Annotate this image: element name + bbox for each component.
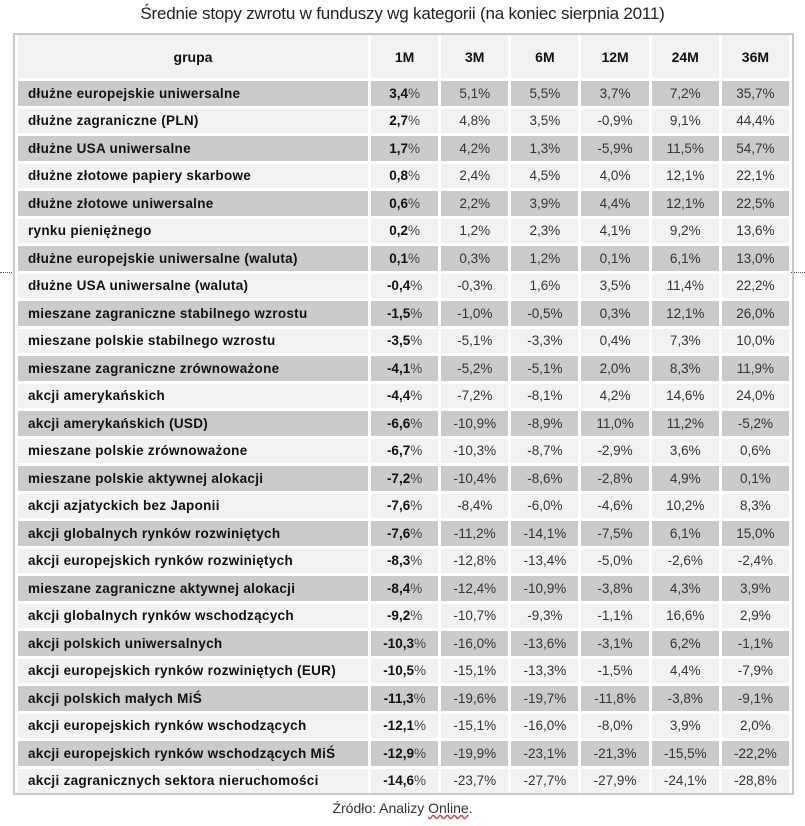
cell-1m-value: -3,5 <box>386 333 411 349</box>
cell-1m-value: -8,3 <box>386 553 411 569</box>
source-online: Online <box>428 800 469 816</box>
cell-24m: 6,1% <box>652 521 719 546</box>
cell-1m <box>371 659 438 684</box>
cell-1m-value: -7,6 <box>386 525 411 541</box>
cell-36m: 24,0% <box>722 384 789 409</box>
cell-24m: 3,9% <box>652 714 719 739</box>
percent-sign: % <box>413 718 426 734</box>
cell-1m <box>371 219 438 244</box>
cell-grupa: dłużne europejskie uniwersalne <box>18 81 368 106</box>
cell-1m <box>371 439 438 464</box>
cell-1m <box>371 741 438 766</box>
cell-6m: -0,5% <box>511 301 578 326</box>
cell-grupa: akcji globalnych rynków rozwiniętych <box>18 521 368 546</box>
percent-sign: % <box>410 388 423 404</box>
cell-36m: 22,2% <box>722 274 789 299</box>
cell-12m: -5,9% <box>581 136 648 161</box>
cell-1m-value: 2,7 <box>389 113 408 129</box>
table-row <box>18 136 789 161</box>
cell-3m: -7,2% <box>441 384 508 409</box>
cell-36m: -22,2% <box>722 741 789 766</box>
cell-1m <box>371 521 438 546</box>
cell-6m: -8,1% <box>511 384 578 409</box>
table-row <box>18 191 789 216</box>
cell-grupa: akcji europejskich rynków rozwiniętych <box>18 549 368 574</box>
cell-1m <box>371 191 438 216</box>
cell-36m: -5,2% <box>722 411 789 436</box>
cell-6m: -8,7% <box>511 439 578 464</box>
cell-36m: 8,3% <box>722 494 789 519</box>
cell-1m-value: -10,5 <box>383 663 414 679</box>
table-row <box>18 81 789 106</box>
cell-6m: -13,6% <box>511 631 578 656</box>
cell-36m: 13,6% <box>722 219 789 244</box>
cell-36m: 22,1% <box>722 164 789 189</box>
cell-1m <box>371 109 438 134</box>
cell-6m: -19,7% <box>511 686 578 711</box>
cell-1m-value: 3,4 <box>389 85 408 101</box>
cell-12m: 4,4% <box>581 191 648 216</box>
cell-1m <box>371 136 438 161</box>
cell-6m: -5,1% <box>511 356 578 381</box>
cell-12m: -4,6% <box>581 494 648 519</box>
cell-grupa: dłużne złotowe papiery skarbowe <box>18 164 368 189</box>
cell-6m: -8,9% <box>511 411 578 436</box>
table-title: Średnie stopy zwrotu w funduszy wg kategorii (na koniec sierpnia 2011) <box>140 4 665 23</box>
percent-sign: % <box>413 663 426 679</box>
table-row <box>18 356 789 381</box>
cell-3m: -19,6% <box>441 686 508 711</box>
cell-1m <box>371 631 438 656</box>
cell-24m: -15,5% <box>652 741 719 766</box>
cell-3m: -12,8% <box>441 549 508 574</box>
table-row <box>18 164 789 189</box>
table-row <box>18 384 789 409</box>
cell-36m: -7,9% <box>722 659 789 684</box>
cell-24m: 11,2% <box>652 411 719 436</box>
cell-1m-value: 0,1 <box>389 250 408 266</box>
cell-6m: -13,3% <box>511 659 578 684</box>
cell-grupa: dłużne USA uniwersalne <box>18 136 368 161</box>
cell-6m: -6,0% <box>511 494 578 519</box>
cell-36m: 11,9% <box>722 356 789 381</box>
cell-36m: 54,7% <box>722 136 789 161</box>
cell-12m: -1,5% <box>581 659 648 684</box>
table-row <box>18 411 789 436</box>
percent-sign: % <box>407 168 420 184</box>
cell-36m: 2,0% <box>722 714 789 739</box>
table-row <box>18 494 789 519</box>
cell-36m: 35,7% <box>722 81 789 106</box>
table-row <box>18 274 789 299</box>
percent-sign: % <box>410 608 423 624</box>
cell-6m: 2,3% <box>511 219 578 244</box>
table-body <box>18 81 789 793</box>
table-row <box>18 246 789 271</box>
table-row <box>18 714 789 739</box>
cell-12m: 0,1% <box>581 246 648 271</box>
percent-sign: % <box>413 773 426 789</box>
cell-36m: 44,4% <box>722 109 789 134</box>
cell-12m: -0,9% <box>581 109 648 134</box>
cell-3m: -10,3% <box>441 439 508 464</box>
cell-1m <box>371 329 438 354</box>
cell-12m: -2,9% <box>581 439 648 464</box>
cell-1m-value: -12,1 <box>383 718 414 734</box>
cell-24m: 16,6% <box>652 604 719 629</box>
table-row <box>18 659 789 684</box>
cell-1m <box>371 384 438 409</box>
table-row <box>18 741 789 766</box>
table-row <box>18 219 789 244</box>
header-36m: 36M <box>722 35 789 78</box>
percent-sign: % <box>410 498 423 514</box>
source-note <box>0 800 805 816</box>
cell-1m <box>371 301 438 326</box>
cell-6m: -10,9% <box>511 576 578 601</box>
cell-1m-value: -7,2 <box>386 470 411 486</box>
cell-1m <box>371 466 438 491</box>
cell-6m: 1,6% <box>511 274 578 299</box>
cell-12m: 0,3% <box>581 301 648 326</box>
cell-3m: 0,3% <box>441 246 508 271</box>
header-6m: 6M <box>511 35 578 78</box>
cell-24m: 6,1% <box>652 246 719 271</box>
table-row <box>18 631 789 656</box>
cell-6m: -23,1% <box>511 741 578 766</box>
cell-12m: -27,9% <box>581 769 648 794</box>
cell-3m: -10,9% <box>441 411 508 436</box>
percent-sign: % <box>410 360 423 376</box>
cell-6m: -13,4% <box>511 549 578 574</box>
cell-3m: 4,8% <box>441 109 508 134</box>
cell-1m <box>371 576 438 601</box>
cell-12m: -5,0% <box>581 549 648 574</box>
cell-36m: 13,0% <box>722 246 789 271</box>
cell-1m-value: 0,6 <box>389 195 408 211</box>
cell-grupa: akcji europejskich rynków wschodzących <box>18 714 368 739</box>
cell-3m: -23,7% <box>441 769 508 794</box>
cell-12m: 4,0% <box>581 164 648 189</box>
cell-grupa: mieszane zagraniczne zrównoważone <box>18 356 368 381</box>
cell-24m: 12,1% <box>652 191 719 216</box>
cell-36m: 22,5% <box>722 191 789 216</box>
cell-36m: 0,6% <box>722 439 789 464</box>
cell-grupa: dłużne europejskie uniwersalne (waluta) <box>18 246 368 271</box>
cell-grupa: akcji zagranicznych sektora nieruchomości <box>18 769 368 794</box>
cell-1m <box>371 356 438 381</box>
cell-24m: 11,4% <box>652 274 719 299</box>
cell-6m: -16,0% <box>511 714 578 739</box>
percent-sign: % <box>407 113 420 129</box>
cell-grupa: akcji polskich uniwersalnych <box>18 631 368 656</box>
cell-1m-value: -8,4 <box>386 580 411 596</box>
cell-12m: -2,8% <box>581 466 648 491</box>
cell-grupa: dłużne zagraniczne (PLN) <box>18 109 368 134</box>
percent-sign: % <box>410 553 423 569</box>
cell-3m: -16,0% <box>441 631 508 656</box>
cell-3m: 2,2% <box>441 191 508 216</box>
percent-sign: % <box>410 470 423 486</box>
cell-36m: -1,1% <box>722 631 789 656</box>
cell-36m: 0,1% <box>722 466 789 491</box>
cell-36m: 15,0% <box>722 521 789 546</box>
cell-6m: -9,3% <box>511 604 578 629</box>
percent-sign: % <box>410 525 423 541</box>
cell-3m: -15,1% <box>441 714 508 739</box>
cell-24m: 6,2% <box>652 631 719 656</box>
cell-3m: -19,9% <box>441 741 508 766</box>
cell-1m-value: -11,3 <box>383 690 414 706</box>
cell-1m-value: -7,6 <box>386 498 411 514</box>
cell-12m: 3,5% <box>581 274 648 299</box>
cell-6m: 1,2% <box>511 246 578 271</box>
cell-1m-value: -6,7 <box>386 443 411 459</box>
cell-12m: 4,2% <box>581 384 648 409</box>
cell-grupa: dłużne USA uniwersalne (waluta) <box>18 274 368 299</box>
cell-36m: 3,9% <box>722 576 789 601</box>
cell-1m <box>371 411 438 436</box>
cell-24m: 11,5% <box>652 136 719 161</box>
cell-grupa: akcji amerykańskich <box>18 384 368 409</box>
cell-grupa: mieszane polskie stabilnego wzrostu <box>18 329 368 354</box>
cell-1m <box>371 246 438 271</box>
cell-grupa: mieszane polskie aktywnej alokacji <box>18 466 368 491</box>
cell-24m: 9,1% <box>652 109 719 134</box>
returns-table <box>15 32 792 796</box>
percent-sign: % <box>413 635 426 651</box>
percent-sign: % <box>413 745 426 761</box>
cell-6m: -27,7% <box>511 769 578 794</box>
cell-grupa: dłużne złotowe uniwersalne <box>18 191 368 216</box>
cell-12m: -11,8% <box>581 686 648 711</box>
table-row <box>18 301 789 326</box>
cell-12m: -1,1% <box>581 604 648 629</box>
cell-1m-value: -12,9 <box>383 745 414 761</box>
cell-24m: -2,6% <box>652 549 719 574</box>
source-suffix: . <box>468 800 473 816</box>
cell-24m: 7,3% <box>652 329 719 354</box>
cell-1m-value: 1,7 <box>389 140 408 156</box>
cell-12m: -3,1% <box>581 631 648 656</box>
cell-24m: 8,3% <box>652 356 719 381</box>
cell-24m: 14,6% <box>652 384 719 409</box>
source-prefix: Źródło: Analizy <box>332 800 429 816</box>
table-row <box>18 329 789 354</box>
cell-3m: 1,2% <box>441 219 508 244</box>
cell-grupa: akcji globalnych rynków wschodzących <box>18 604 368 629</box>
table-row <box>18 439 789 464</box>
cell-36m: 26,0% <box>722 301 789 326</box>
percent-sign: % <box>407 223 420 239</box>
table-row <box>18 769 789 794</box>
cell-24m: 12,1% <box>652 301 719 326</box>
percent-sign: % <box>410 305 423 321</box>
cell-1m-value: 0,2 <box>389 223 408 239</box>
cell-24m: -24,1% <box>652 769 719 794</box>
cell-12m: -8,0% <box>581 714 648 739</box>
cell-6m: -3,3% <box>511 329 578 354</box>
cell-1m-value: -4,4 <box>386 388 411 404</box>
header-24m: 24M <box>652 35 719 78</box>
table-row <box>18 576 789 601</box>
cell-1m-value: -6,6 <box>386 415 411 431</box>
table-row <box>18 466 789 491</box>
cell-24m: 9,2% <box>652 219 719 244</box>
cell-3m: -0,3% <box>441 274 508 299</box>
cell-grupa: akcji europejskich rynków rozwiniętych (EUR) <box>18 659 368 684</box>
cell-6m: -8,6% <box>511 466 578 491</box>
percent-sign: % <box>410 278 423 294</box>
cell-grupa: mieszane polskie zrównoważone <box>18 439 368 464</box>
cell-12m: 2,0% <box>581 356 648 381</box>
cell-1m-value: -10,3 <box>383 635 414 651</box>
percent-sign: % <box>407 195 420 211</box>
percent-sign: % <box>410 333 423 349</box>
cell-grupa: akcji amerykańskich (USD) <box>18 411 368 436</box>
cell-24m: 12,1% <box>652 164 719 189</box>
cell-6m: 1,3% <box>511 136 578 161</box>
cell-3m: 4,2% <box>441 136 508 161</box>
cell-1m <box>371 686 438 711</box>
cell-grupa: mieszane zagraniczne stabilnego wzrostu <box>18 301 368 326</box>
cell-24m: 4,9% <box>652 466 719 491</box>
table-row <box>18 521 789 546</box>
cell-3m: -8,4% <box>441 494 508 519</box>
table-row <box>18 604 789 629</box>
cell-grupa: rynku pieniężnego <box>18 219 368 244</box>
cell-36m: -28,8% <box>722 769 789 794</box>
cell-1m <box>371 604 438 629</box>
cell-3m: -11,2% <box>441 521 508 546</box>
cell-24m: -3,8% <box>652 686 719 711</box>
percent-sign: % <box>407 250 420 266</box>
cell-12m: -21,3% <box>581 741 648 766</box>
cell-3m: -5,1% <box>441 329 508 354</box>
cell-3m: -15,1% <box>441 659 508 684</box>
cell-3m: -10,7% <box>441 604 508 629</box>
cell-24m: 7,2% <box>652 81 719 106</box>
header-row <box>18 35 789 78</box>
percent-sign: % <box>413 690 426 706</box>
percent-sign: % <box>410 580 423 596</box>
cell-12m: 11,0% <box>581 411 648 436</box>
cell-36m: -9,1% <box>722 686 789 711</box>
cell-1m-value: -1,5 <box>386 305 411 321</box>
cell-6m: 3,5% <box>511 109 578 134</box>
cell-1m-value: -4,1 <box>386 360 411 376</box>
cell-1m <box>371 714 438 739</box>
cell-36m: 10,0% <box>722 329 789 354</box>
cell-grupa: mieszane zagraniczne aktywnej alokacji <box>18 576 368 601</box>
cell-12m: 0,4% <box>581 329 648 354</box>
cell-36m: 2,9% <box>722 604 789 629</box>
header-3m: 3M <box>441 35 508 78</box>
cell-1m <box>371 81 438 106</box>
cell-24m: 4,3% <box>652 576 719 601</box>
cell-3m: 5,1% <box>441 81 508 106</box>
cell-6m: 3,9% <box>511 191 578 216</box>
percent-sign: % <box>407 85 420 101</box>
header-12m: 12M <box>581 35 648 78</box>
cell-3m: 2,4% <box>441 164 508 189</box>
header-grupa: grupa <box>18 35 368 78</box>
cell-24m: 10,2% <box>652 494 719 519</box>
cell-3m: -12,4% <box>441 576 508 601</box>
cell-12m: 3,7% <box>581 81 648 106</box>
cell-1m <box>371 274 438 299</box>
cell-1m-value: 0,8 <box>389 168 408 184</box>
cell-grupa: akcji azjatyckich bez Japonii <box>18 494 368 519</box>
cell-3m: -1,0% <box>441 301 508 326</box>
percent-sign: % <box>407 140 420 156</box>
table-row <box>18 549 789 574</box>
cell-1m <box>371 164 438 189</box>
header-1m: 1M <box>371 35 438 78</box>
cell-12m: -7,5% <box>581 521 648 546</box>
cell-1m <box>371 769 438 794</box>
cell-1m-value: -9,2 <box>386 608 411 624</box>
table-row <box>18 686 789 711</box>
cell-24m: 4,4% <box>652 659 719 684</box>
percent-sign: % <box>410 443 423 459</box>
cell-6m: -14,1% <box>511 521 578 546</box>
cell-12m: -3,8% <box>581 576 648 601</box>
cell-1m <box>371 549 438 574</box>
dotted-separator-left <box>0 272 12 273</box>
cell-6m: 4,5% <box>511 164 578 189</box>
cell-1m <box>371 494 438 519</box>
returns-table-container <box>13 33 794 795</box>
cell-grupa: akcji europejskich rynków wschodzących MiŚ <box>18 741 368 766</box>
cell-1m-value: -14,6 <box>383 773 414 789</box>
cell-3m: -5,2% <box>441 356 508 381</box>
cell-6m: 5,5% <box>511 81 578 106</box>
cell-3m: -10,4% <box>441 466 508 491</box>
cell-grupa: akcji polskich małych MiŚ <box>18 686 368 711</box>
table-row <box>18 109 789 134</box>
cell-1m-value: -0,4 <box>386 278 411 294</box>
cell-36m: -2,4% <box>722 549 789 574</box>
percent-sign: % <box>410 415 423 431</box>
cell-24m: 3,6% <box>652 439 719 464</box>
cell-12m: 4,1% <box>581 219 648 244</box>
